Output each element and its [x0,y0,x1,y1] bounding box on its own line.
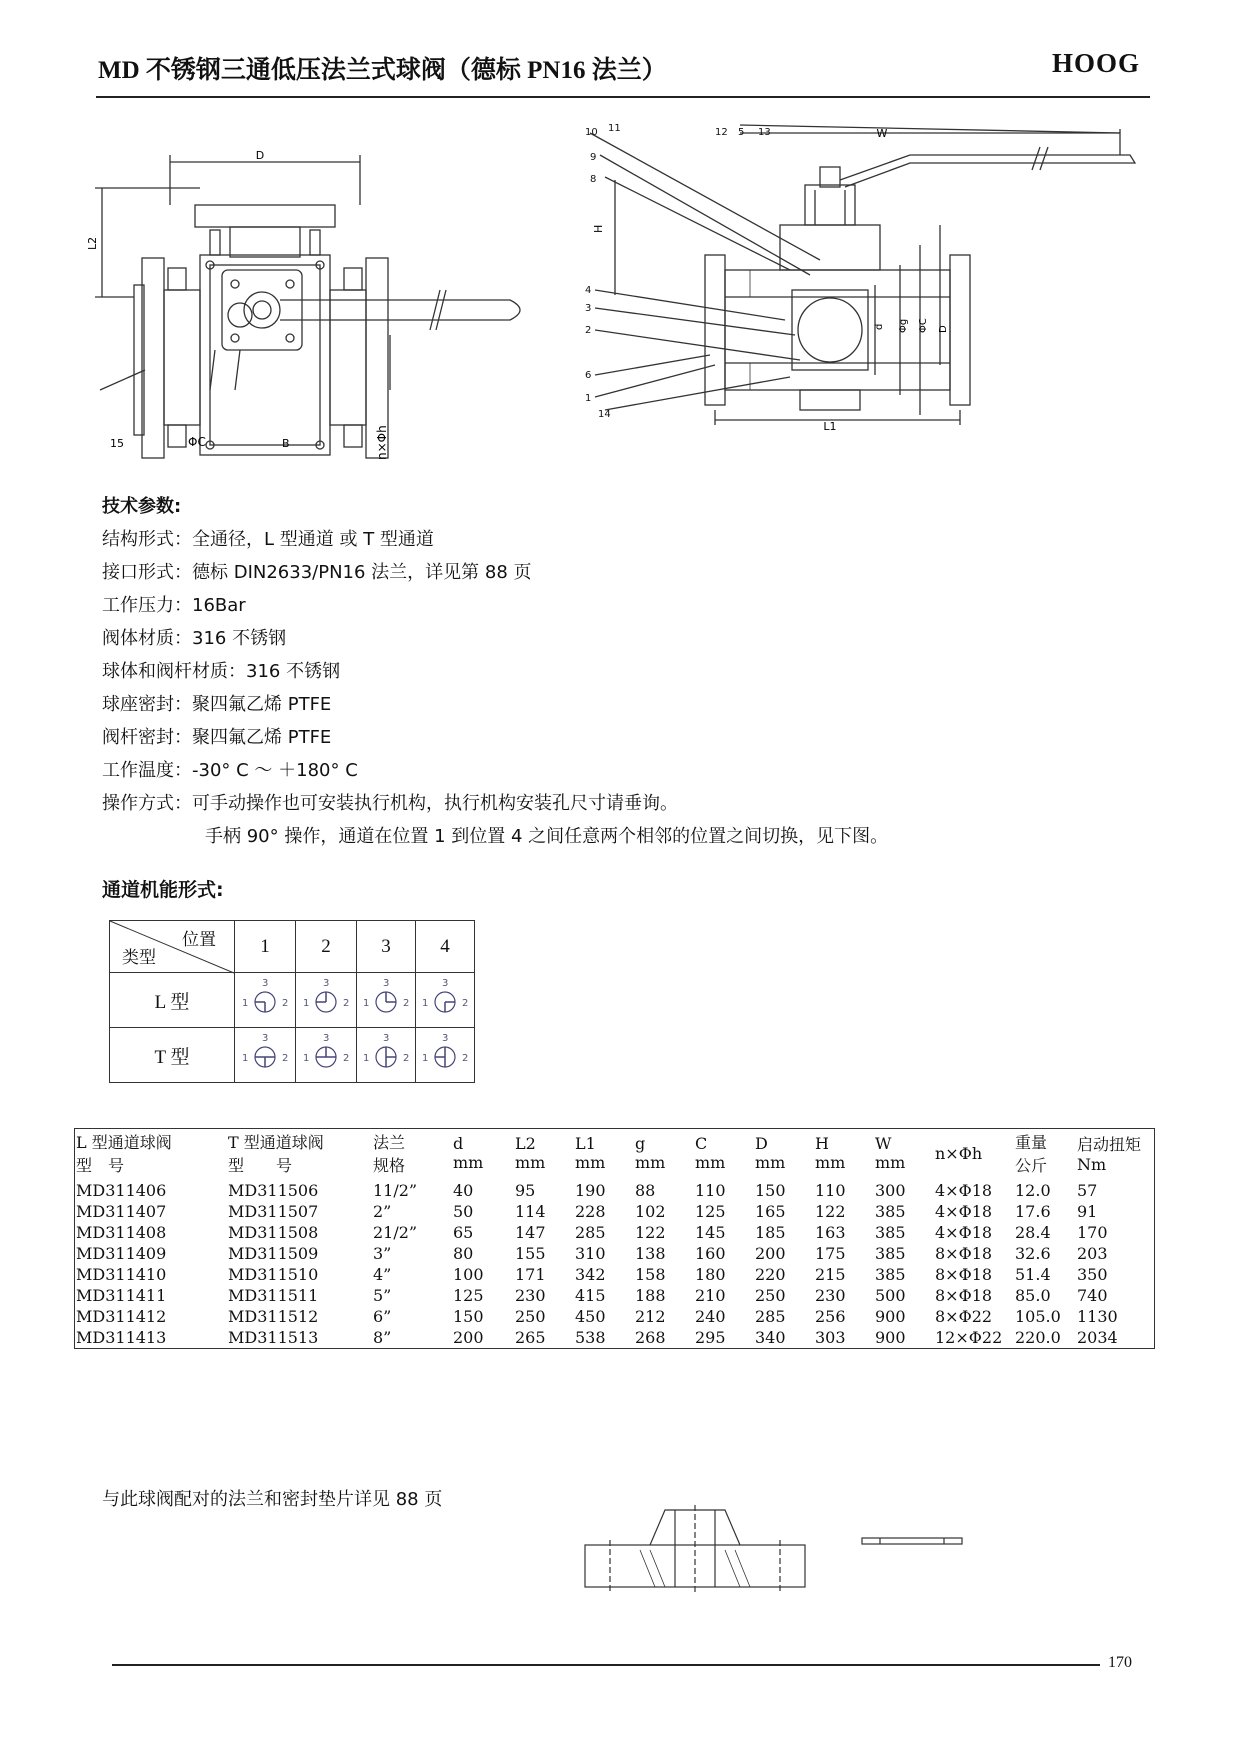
table-cell: 190 [575,1181,606,1200]
table-cell: 160 [695,1244,726,1263]
port-label-3: 3 [323,1033,330,1044]
spec-block [102,490,888,853]
dim-W-label: W [876,127,888,140]
port-label-1: 1 [422,998,429,1009]
table-cell: 125 [695,1202,726,1221]
table-cell: 210 [695,1286,726,1305]
flange-gasket-drawing [580,1505,980,1605]
table-cell: 385 [875,1265,906,1284]
table-cell: 91 [1077,1202,1098,1221]
table-cell: 256 [815,1307,846,1326]
column-header-line2: mm [635,1153,666,1172]
table-cell: 50 [453,1202,474,1221]
table-cell: 220.0 [1015,1328,1061,1347]
table-cell: 215 [815,1265,846,1284]
column-header [227,1129,372,1177]
table-row [75,1201,1154,1222]
table-cell: 740 [1077,1286,1108,1305]
port-label-2: 2 [282,1053,289,1064]
port-label-2: 2 [462,1053,469,1064]
table-cell: 8×Φ18 [935,1265,993,1284]
table-cell: 538 [575,1328,606,1347]
part-6-label: 6 [585,370,592,381]
dim-L2-label: L2 [86,236,99,250]
flow-symbol-T [296,1028,357,1083]
port-label-3: 3 [262,1033,269,1044]
table-cell: 17.6 [1015,1202,1051,1221]
column-header-line2: mm [815,1153,846,1172]
dim-C-label: ΦC [918,318,929,333]
table-cell: MD311512 [228,1307,319,1326]
spec-heading: 技术参数: [102,496,182,517]
column-header [934,1129,1014,1177]
part-8-label: 8 [590,174,597,185]
column-header-line1: L 型通道球阀 [76,1133,172,1152]
table-cell: 4×Φ18 [935,1202,993,1221]
table-cell: 1130 [1077,1307,1118,1326]
function-table-title: 通道机能形式: [102,879,224,901]
table-cell: MD311508 [228,1223,319,1242]
column-header-line1: C [695,1134,708,1153]
column-header-line2: 公斤 [1015,1156,1048,1175]
table-cell: 163 [815,1223,846,1242]
corner-type-label: 类型 [122,948,156,967]
table-cell: 8×Φ22 [935,1307,993,1326]
table-cell: 100 [453,1265,484,1284]
table-cell: 230 [815,1286,846,1305]
table-cell: 340 [755,1328,786,1347]
table-cell: 200 [755,1244,786,1263]
position-header: 1 [235,921,296,973]
port-label-2: 2 [403,998,410,1009]
corner-cell [110,921,235,973]
column-header-line2: mm [755,1153,786,1172]
column-header [1076,1129,1154,1177]
column-header [75,1129,227,1177]
table-cell: 175 [815,1244,846,1263]
table-cell: 268 [635,1328,666,1347]
table-cell: 122 [635,1223,666,1242]
table-cell: 85.0 [1015,1286,1051,1305]
valve-section-drawing [585,123,1140,465]
port-label-1: 1 [363,998,370,1009]
flow-symbol-L [235,973,296,1028]
port-label-1: 1 [242,1053,249,1064]
column-header-line1: d [453,1134,464,1153]
port-label-2: 2 [343,998,350,1009]
flow-symbol-L [357,973,416,1028]
table-cell: MD311509 [228,1244,319,1263]
port-label-3: 3 [442,1033,449,1044]
brand-name: HOOG [1052,48,1141,78]
dim-D-label-right: D [938,325,949,333]
flow-symbol-L [416,973,475,1028]
table-cell: 303 [815,1328,846,1347]
model-table [75,1129,1154,1348]
valve-body [200,255,330,455]
table-cell: 40 [453,1181,474,1200]
column-header-line1: L2 [515,1134,536,1153]
table-cell: 32.6 [1015,1244,1051,1263]
dim-phiC-label: ΦC [188,435,206,449]
table-cell: 150 [755,1181,786,1200]
column-header [814,1129,874,1177]
row-type-label: L 型 [110,973,235,1028]
table-cell: MD311510 [228,1265,319,1284]
table-cell: 171 [515,1265,546,1284]
table-cell: MD311513 [228,1328,319,1347]
column-header [754,1129,814,1177]
table-cell: 310 [575,1244,606,1263]
table-cell: 80 [453,1244,474,1263]
table-cell: 4×Φ18 [935,1181,993,1200]
table-cell: 51.4 [1015,1265,1051,1284]
column-header-line2: Nm [1077,1155,1107,1174]
table-cell: 230 [515,1286,546,1305]
column-header-line2: mm [453,1153,484,1172]
table-cell: 350 [1077,1265,1108,1284]
table-cell: MD311507 [228,1202,319,1221]
dim-nh-label: n×Φh [375,425,389,460]
part-4-label: 4 [585,285,592,296]
row-type-label: T 型 [110,1028,235,1083]
column-header-line1: 启动扭矩 [1077,1135,1142,1154]
table-cell: 200 [453,1328,484,1347]
table-cell: 300 [875,1181,906,1200]
table-cell: 8×Φ18 [935,1244,993,1263]
spec-line: 接口形式：德标 DIN2633/PN16 法兰，详见第 88 页 [102,562,532,583]
column-header-line1: W [875,1134,892,1153]
table-cell: MD311506 [228,1181,319,1200]
part-12-label: 12 [715,127,728,138]
section-right-flange [950,255,970,405]
part-2-label: 2 [585,325,592,336]
table-cell: 4×Φ18 [935,1223,993,1242]
corner-position-label: 位置 [182,930,216,949]
part-13-label: 13 [758,127,771,138]
table-cell: 180 [695,1265,726,1284]
table-cell: MD311408 [76,1223,167,1242]
page-number: 170 [1108,1654,1132,1671]
table-cell: 228 [575,1202,606,1221]
column-header-line2: mm [515,1153,546,1172]
table-cell: 4” [373,1265,392,1284]
table-cell: 110 [695,1181,726,1200]
function-table [109,920,475,1083]
column-header [452,1129,514,1177]
spec-line: 阀体材质：316 不锈钢 [102,628,287,649]
table-cell: 21/2” [373,1223,418,1242]
spec-line: 阀杆密封：聚四氟乙烯 PTFE [102,727,332,748]
column-header [1014,1129,1076,1177]
table-cell: 147 [515,1223,546,1242]
position-header: 3 [357,921,416,973]
table-row [75,1327,1154,1348]
table-cell: 11/2” [373,1181,418,1200]
column-header [372,1129,452,1177]
table-cell: MD311407 [76,1202,167,1221]
table-cell: 250 [515,1307,546,1326]
table-cell: 88 [635,1181,656,1200]
column-header-line1: L1 [575,1134,596,1153]
part-3-label: 3 [585,303,592,314]
flow-symbol-T [416,1028,475,1083]
spec-line: 球体和阀杆材质：316 不锈钢 [102,661,341,682]
table-cell: 203 [1077,1244,1108,1263]
dim-g-label: Φg [898,318,909,333]
table-cell: MD311413 [76,1328,167,1347]
footnote: 与此球阀配对的法兰和密封垫片详见 88 页 [102,1489,443,1510]
table-cell: 102 [635,1202,666,1221]
dim-d-label: d [874,323,885,330]
port-label-2: 2 [343,1053,350,1064]
port-label-3: 3 [262,978,269,989]
spec-line: 球座密封：聚四氟乙烯 PTFE [102,694,332,715]
table-cell: 57 [1077,1181,1098,1200]
spec-line-continuation: 手柄 90° 操作，通道在位置 1 到位置 4 之间任意两个相邻的位置之间切换，见下图。 [205,826,889,847]
table-cell: 900 [875,1307,906,1326]
port-label-1: 1 [422,1053,429,1064]
footer-rule [112,1664,1100,1666]
part-5-label: 5 [738,127,745,138]
model-table-frame [74,1128,1155,1349]
table-cell: 212 [635,1307,666,1326]
table-cell: 110 [815,1181,846,1200]
table-cell: 450 [575,1307,606,1326]
part-14-label: 14 [598,409,611,420]
flow-symbol-L [296,973,357,1028]
port-label-3: 3 [323,978,330,989]
part-1-label: 1 [585,393,592,404]
port-label-1: 1 [303,1053,310,1064]
port-label-3: 3 [383,978,390,989]
table-cell: 285 [755,1307,786,1326]
column-header-line2: mm [695,1153,726,1172]
spec-line: 操作方式：可手动操作也可安装执行机构，执行机构安装孔尺寸请垂询。 [102,793,678,814]
spec-line: 工作压力：16Bar [102,595,246,616]
table-cell: 28.4 [1015,1223,1051,1242]
column-header [514,1129,574,1177]
part-15-label: 15 [110,437,124,450]
column-header-line1: T 型通道球阀 [228,1133,324,1152]
table-cell: 12.0 [1015,1181,1051,1200]
column-header [694,1129,754,1177]
table-cell: 185 [755,1223,786,1242]
top-flange [195,205,335,227]
header-rule [96,96,1150,98]
table-cell: 114 [515,1202,546,1221]
valve-top-view-drawing [86,149,610,470]
column-header-line2: 规格 [373,1156,406,1175]
table-cell: MD311410 [76,1265,167,1284]
spec-line: 工作温度：-30° C ～ ＋180° C [102,760,358,781]
column-header-line1: n×Φh [935,1143,983,1163]
table-cell: 342 [575,1265,606,1284]
table-cell: 158 [635,1265,666,1284]
table-cell: MD311411 [76,1286,167,1305]
section-left-flange [705,255,725,405]
gasket-sketch [862,1538,962,1544]
page-title: MD 不锈钢三通低压法兰式球阀（德标 PN16 法兰） [98,57,667,84]
column-header-line1: 法兰 [373,1133,406,1152]
table-cell: 12×Φ22 [935,1328,1003,1347]
column-header [634,1129,694,1177]
part-10-label: 10 [585,127,598,138]
port-label-3: 3 [442,978,449,989]
position-header: 4 [416,921,475,973]
port-label-1: 1 [242,998,249,1009]
dim-D-label: D [255,149,265,162]
port-label-2: 2 [282,998,289,1009]
table-cell: 122 [815,1202,846,1221]
table-cell: MD311511 [228,1286,319,1305]
dim-B-label: B [282,437,290,450]
spec-line: 结构形式：全通径，L 型通道 或 T 型通道 [102,529,434,550]
table-row [75,1177,1154,1201]
table-cell: MD311409 [76,1244,167,1263]
table-cell: 150 [453,1307,484,1326]
table-row [75,1243,1154,1264]
table-cell: 220 [755,1265,786,1284]
part-11-label: 11 [608,123,621,134]
column-header-line2: 型 号 [76,1156,125,1175]
column-header-line2: 型 号 [228,1156,293,1175]
port-label-1: 1 [363,1053,370,1064]
table-cell: 2” [373,1202,392,1221]
table-cell: 145 [695,1223,726,1242]
table-cell: 95 [515,1181,536,1200]
table-cell: 265 [515,1328,546,1347]
column-header-line1: g [635,1134,646,1153]
table-cell: MD311412 [76,1307,167,1326]
dim-H-label: H [592,224,605,233]
table-cell: 6” [373,1307,392,1326]
left-flange [142,258,164,458]
table-cell: 65 [453,1223,474,1242]
table-cell: 385 [875,1202,906,1221]
table-row [75,1306,1154,1327]
table-row [75,1264,1154,1285]
table-cell: 385 [875,1244,906,1263]
column-header [874,1129,934,1177]
column-header-line1: D [755,1134,768,1153]
position-header: 2 [296,921,357,973]
section-handle [840,155,1135,187]
column-header [574,1129,634,1177]
table-cell: 8×Φ18 [935,1286,993,1305]
table-cell: 105.0 [1015,1307,1061,1326]
table-cell: 155 [515,1244,546,1263]
table-cell: 170 [1077,1223,1108,1242]
table-row [75,1285,1154,1306]
dim-L1-label: L1 [823,420,837,433]
column-header-line1: 重量 [1015,1133,1048,1152]
table-cell: 2034 [1077,1328,1118,1347]
port-label-2: 2 [462,998,469,1009]
column-header-line2: mm [875,1153,906,1172]
ball [798,298,862,362]
table-cell: 8” [373,1328,392,1347]
column-header-line1: H [815,1134,829,1153]
port-label-2: 2 [403,1053,410,1064]
table-cell: MD311406 [76,1181,167,1200]
table-cell: 240 [695,1307,726,1326]
port-label-1: 1 [303,998,310,1009]
table-cell: 415 [575,1286,606,1305]
table-cell: 188 [635,1286,666,1305]
table-cell: 900 [875,1328,906,1347]
table-cell: 500 [875,1286,906,1305]
flow-symbol-T [235,1028,296,1083]
table-cell: 125 [453,1286,484,1305]
part-9-label: 9 [590,152,597,163]
table-cell: 295 [695,1328,726,1347]
table-cell: 385 [875,1223,906,1242]
table-cell: 250 [755,1286,786,1305]
column-header-line2: mm [575,1153,606,1172]
table-cell: 138 [635,1244,666,1263]
port-label-3: 3 [383,1033,390,1044]
flow-symbol-T [357,1028,416,1083]
table-cell: 165 [755,1202,786,1221]
table-cell: 3” [373,1244,392,1263]
table-cell: 5” [373,1286,392,1305]
table-cell: 285 [575,1223,606,1242]
table-row [75,1222,1154,1243]
handle [280,300,520,320]
